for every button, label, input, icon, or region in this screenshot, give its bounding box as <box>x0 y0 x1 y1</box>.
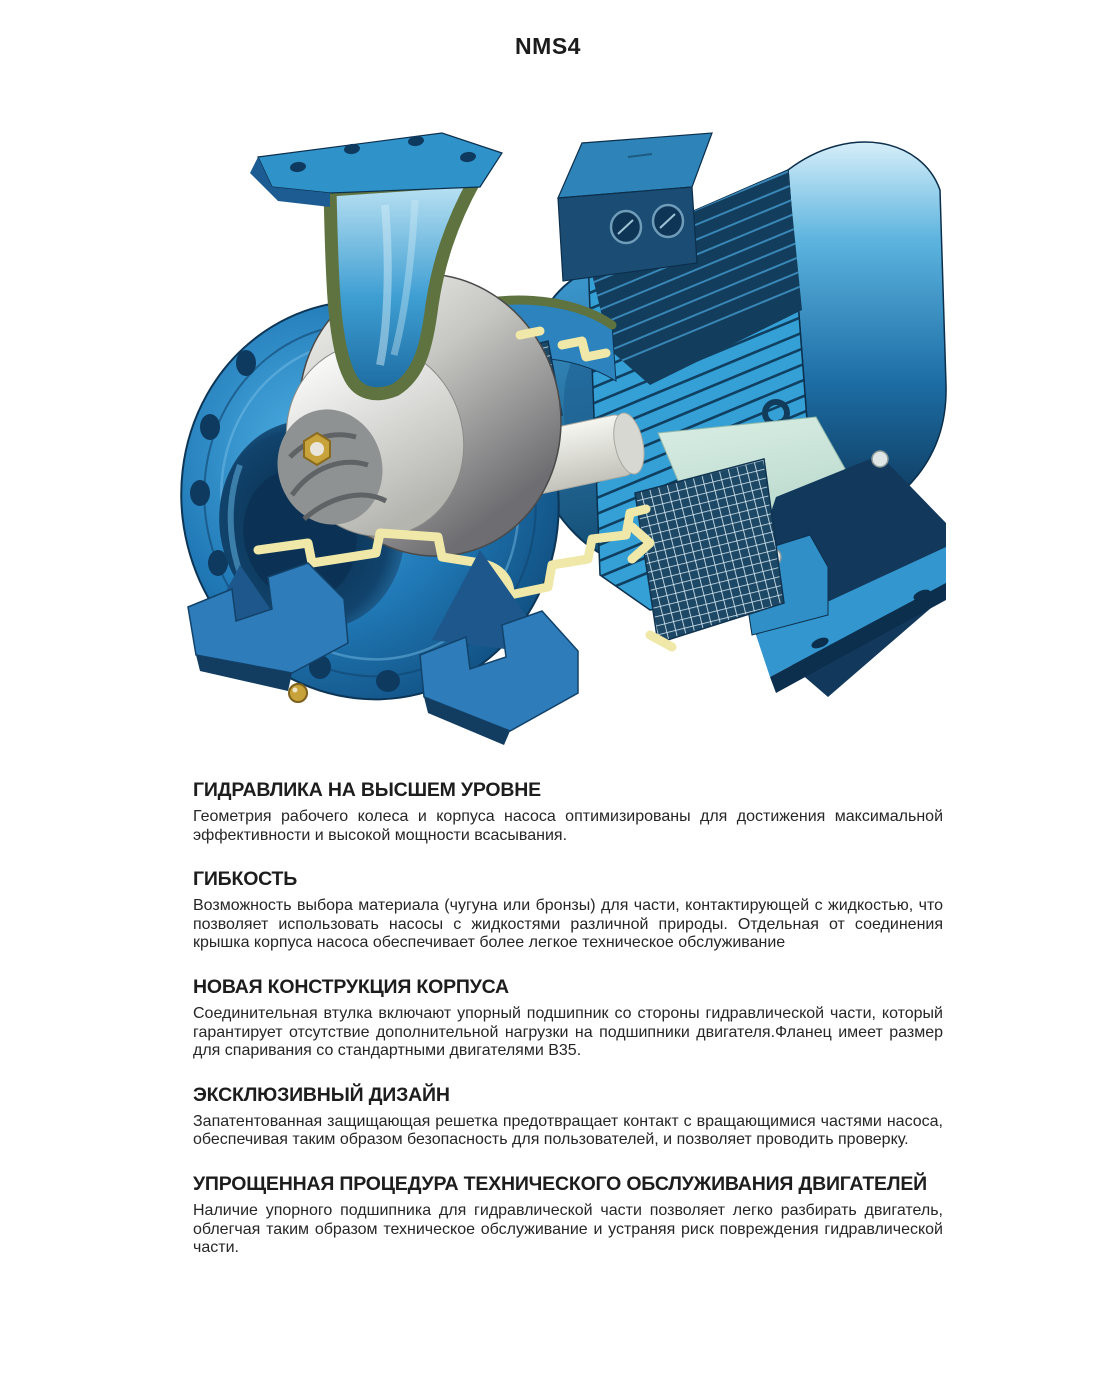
section-body: Геометрия рабочего колеса и корпуса насоса оптимизированы для достижения максимальной эффективности и высокой мощности всасывания. <box>193 808 943 844</box>
pump-cutaway-illustration <box>180 95 950 745</box>
section-hydraulics <box>193 780 943 845</box>
terminal-box <box>558 133 712 281</box>
section-simplified-maintenance <box>193 1174 943 1258</box>
section-body: Наличие упорного подшипника для гидравлической части позволяет легко разбирать двигатель, облегчая таким образом техническое обслуживание и устраняя риск повреждения гидравлической части. <box>193 1201 943 1257</box>
section-new-casing-design <box>193 977 943 1061</box>
section-body: Возможность выбора материала (чугуна или бронзы) для части, контактирующей с жидкостью, что позволяет использовать насосы с жидкостями различной природы. Отдельная от соединения крышка корпуса насоса обеспечивает более легкое техническое обслуживание <box>193 897 943 952</box>
impeller-nut <box>304 433 330 465</box>
pump-motor-drawing <box>180 95 950 745</box>
foot-bolt <box>872 451 888 467</box>
section-heading: ЭКСКЛЮЗИВНЫЙ ДИЗАЙН <box>193 1083 450 1106</box>
section-heading: ГИДРАВЛИКА НА ВЫСШЕМ УРОВНЕ <box>193 779 541 801</box>
drain-plug <box>289 684 307 702</box>
page-title: NMS4 <box>515 33 581 59</box>
feature-sections <box>193 780 943 1282</box>
section-flexibility <box>193 869 943 953</box>
section-body: Запатентованная защищающая решетка предотвращает контакт с вращающимися частями насоса, обеспечивая таким образом безопасность для пользователей, и позволяет проводить проверку. <box>193 1112 943 1149</box>
section-heading: НОВАЯ КОНСТРУКЦИЯ КОРПУСА <box>193 975 509 998</box>
section-heading: ГИБКОСТЬ <box>193 868 298 891</box>
section-body: Соединительная втулка включают упорный подшипник со стороны гидравлической части, который гарантирует отсутствие дополнительной нагрузки на подшипники двигателя.Фланец имеет размер для спаривания со стандартными двигателями В35. <box>193 1004 943 1060</box>
section-exclusive-design <box>193 1085 943 1150</box>
section-heading: УПРОЩЕННАЯ ПРОЦЕДУРА ТЕХНИЧЕСКОГО ОБСЛУЖИВАНИЯ ДВИГАТЕЛЕЙ <box>193 1172 927 1195</box>
